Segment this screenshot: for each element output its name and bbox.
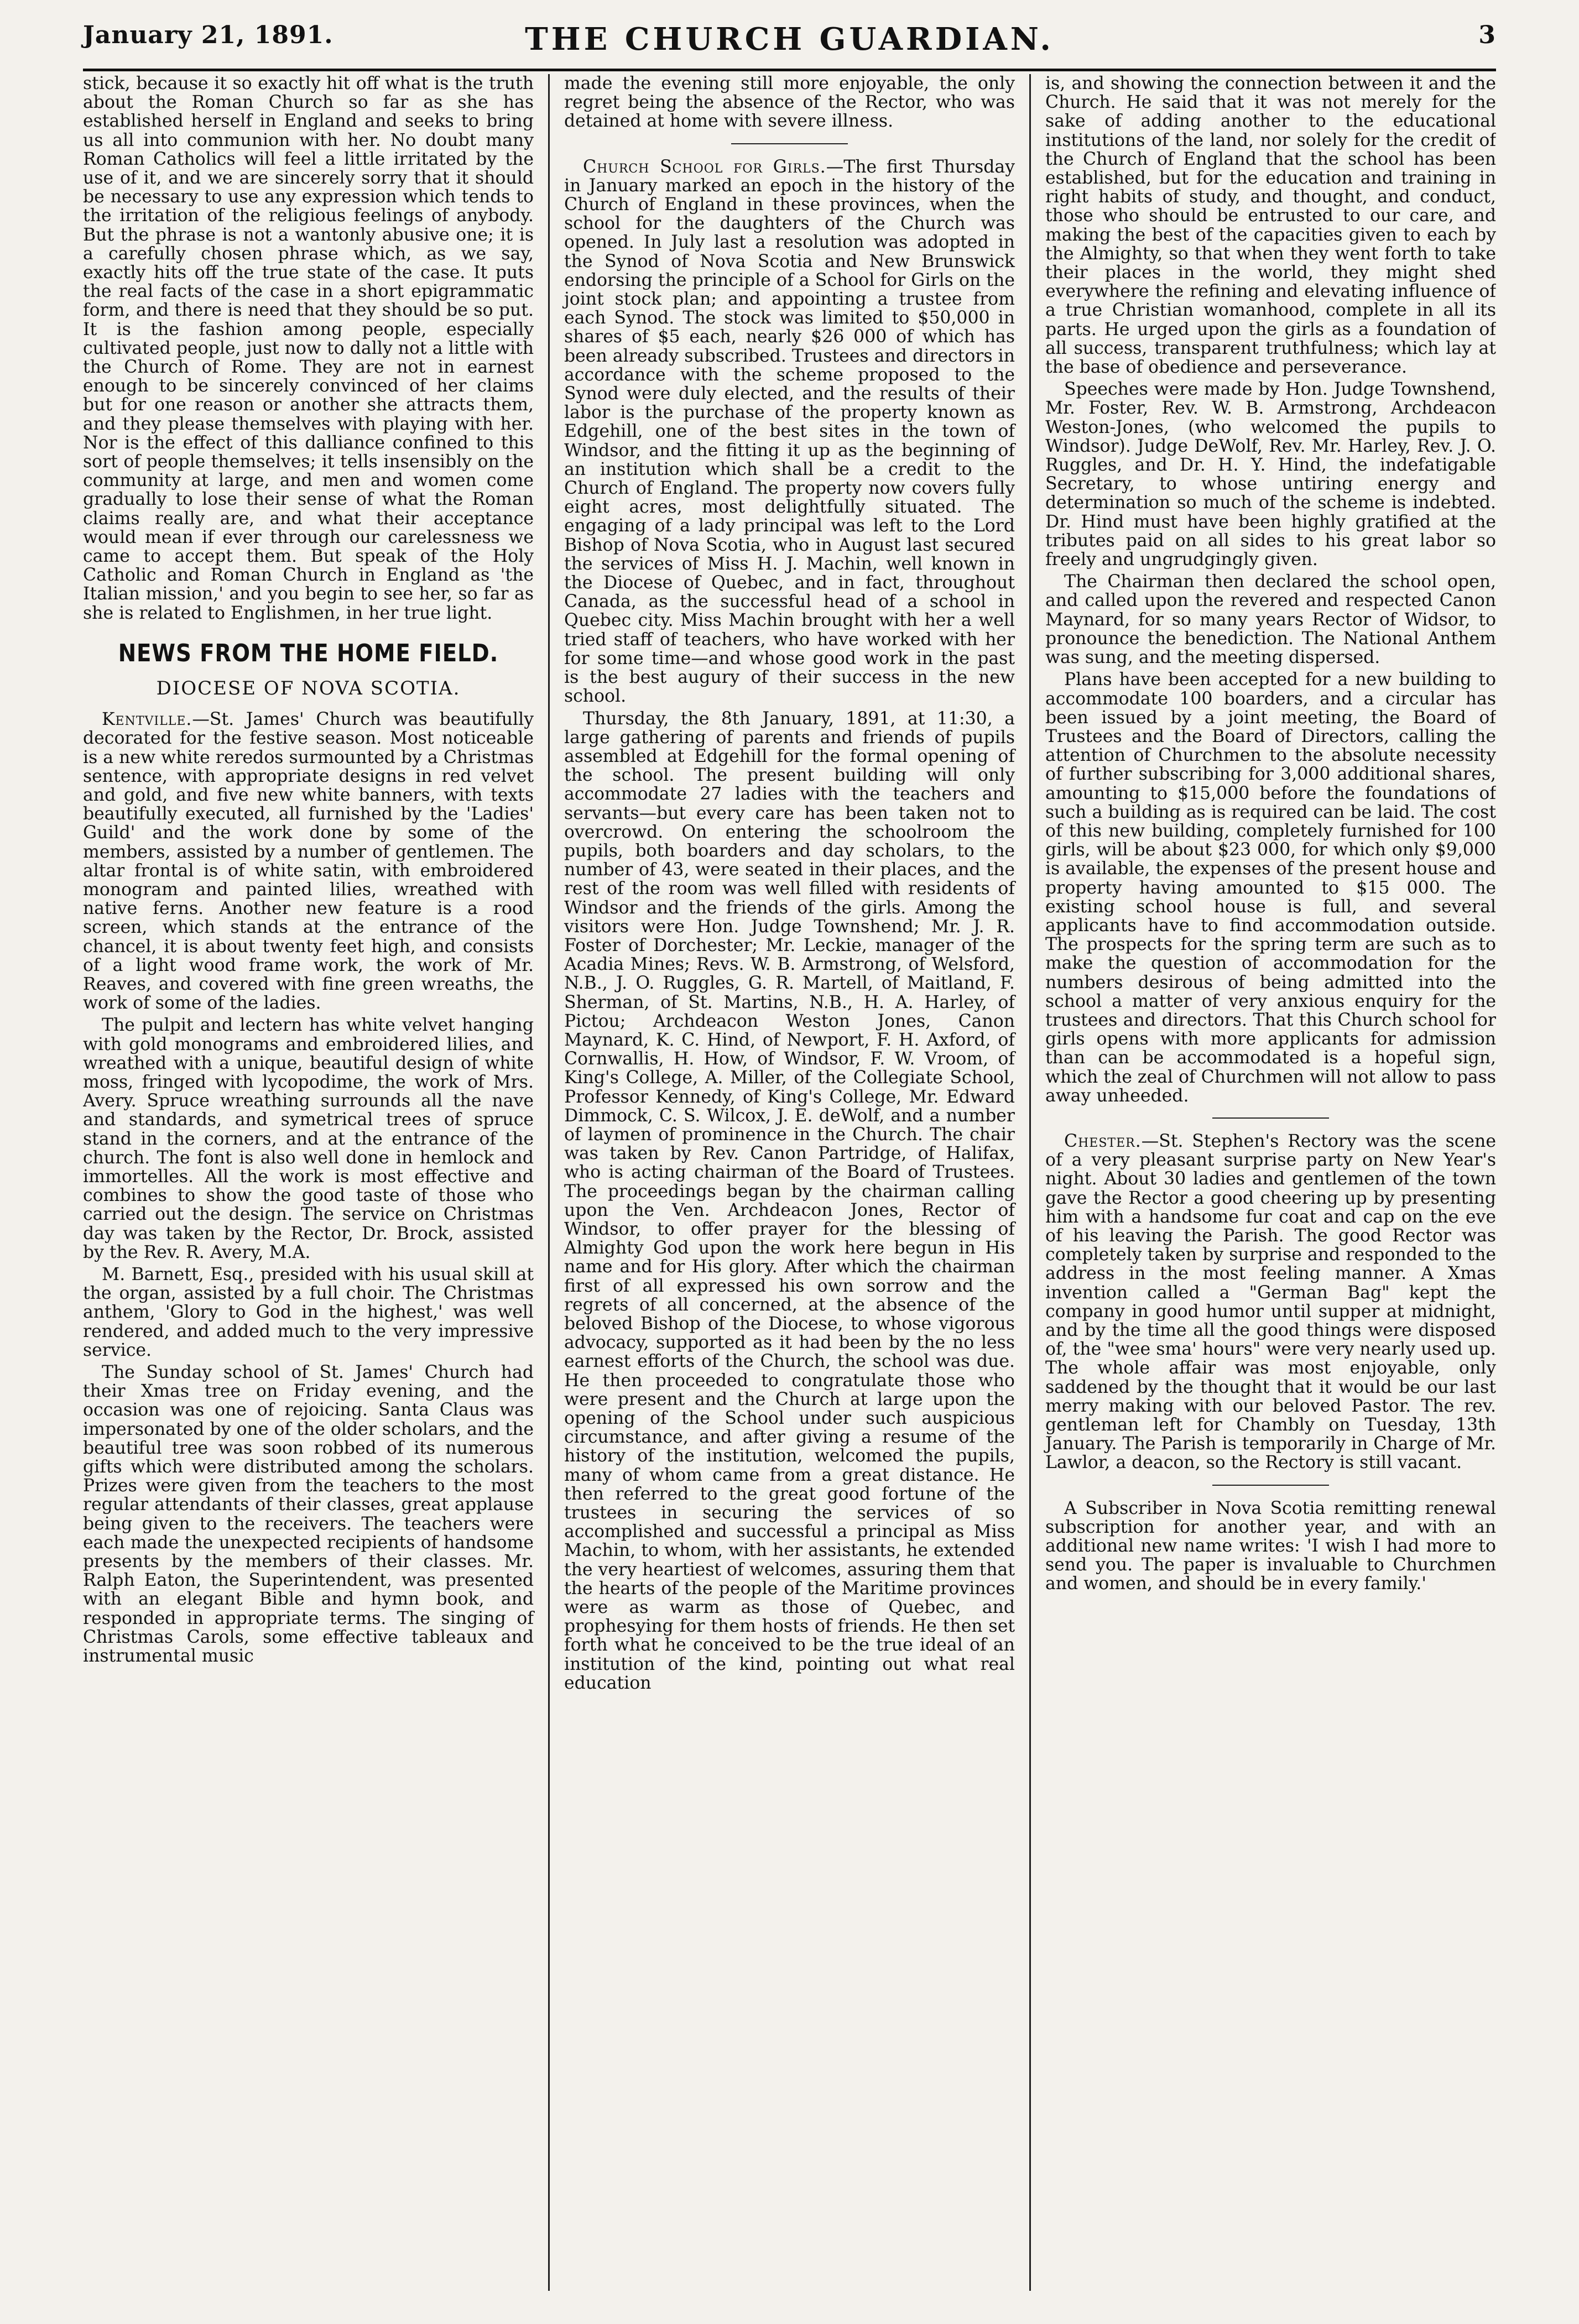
- news-section-heading: NEWS FROM THE HOME FIELD.: [118, 639, 499, 667]
- kentville-lead: Kentville.: [102, 709, 192, 730]
- chester-text: —St. Stephen's Rectory was the scene of a very pleasant surprise party on New Year's night. About 30 ladies and gentlemen of the town gave the Rector a good cheering up by presenting him with a handsome fur coat and cap on the eve of his leaving the Parish. The good Rector was completely taken by surprise and responded to the address in the most feeling manner. A Xmas invention called a "German Bag" kept the company in good humor until supper at midnight, and by the time all the good things were disposed of, the "wee sma' hours" were very nearly used up. The whole affair was most enjoyable, only saddened by the thought that it would be our last merry making with our beloved Pastor. The rev. gentleman left for Chambly on Tuesday, 13th January. The Parish is temporarily in Charge of Mr. Lawlor, a deacon, so the Rectory is still vacant.: [1045, 1131, 1496, 1473]
- girls-school-paragraph-2: Thursday, the 8th January, 1891, at 11:30, a large gathering of parents and friends of pupils assembled at Edgehill for the formal opening of the school. The present building will only accommodate 27 ladies with the teachers and servants—but every care has been taken not to overcrowd. On entering the schoolroom the pupils, both boarders and day scholars, to the number of 43, were seated in their places, and the rest of the room was well filled with residents of Windsor and the friends of the girls. Among the visitors were Hon. Judge Townshend; Mr. J. R. Foster of Dorchester; Mr. Leckie, manager of the Acadia Mines; Revs. W. B. Armstrong, of Welsford, N.B., J. O. Ruggles, G. R. Martell, of Maitland, F. Sherman, of St. Martins, N.B., H. A. Harley, of Pictou; Archdeacon Weston Jones, Canon Maynard, K. C. Hind, of Newport, F. H. Axford, of Cornwallis, H. How, of Windsor, F. W. Vroom, of King's College, A. Miller, of the Collegiate School, Professor Kennedy, of King's College, Mr. Edward Dimmock, C. S. Wilcox, J. E. deWolf, and a number of laymen of prominence in the Church. The chair was taken by Rev. Canon Partridge, of Halifax, who is acting chairman of the Board of Trustees. The proceedings began by the chairman calling upon the Ven. Archdeacon Jones, Rector of Windsor, to offer prayer for the blessing of Almighty God upon the work here begun in His name and for His glory. After which the chairman first of all expressed his own sorrow and the regrets of all concerned, at the absence of the beloved Bishop of the Diocese, to whose vigorous advocacy, supported as it had been by the no less earnest efforts of the Church, the school was due. He then proceeded to congratulate those who were present and the Church at large upon the opening of the School under such auspicious circumstance, and after giving a resume of the history of the institution, welcomed the pupils, many of whom came from a great distance. He then referred to the great good fortune of the trustees in securing the services of so accomplished and successful a principal as Miss Machin, to whom, with her assistants, he extended the very heartiest of welcomes, assuring them that the hearts of the people of the Maritime provinces were as warm as those of Quebec, and prophesying for them hosts of friends. He then set forth what he conceived to be the true ideal of an institution of the kind, pointing out what real education: [564, 708, 1015, 1693]
- section-divider: [731, 143, 848, 144]
- kentville-paragraph-1: [83, 710, 534, 1012]
- roman-church-editorial-continued: stick, because it so exactly hit off what is the truth about the Roman Church so far as she has established herself in England and seeks to bring us all into communion with her. No doubt many Roman Catholics will feel a little irritated by the use of it, and we are sincerely sorry that it should be necessary to use any expression which tends to the irritation of the religious feelings of anybody. But the phrase is not a wantonly abusive one; it is a carefully chosen phrase which, as we say, exactly hits off the true state of the case. It puts the real facts of the case in a short epigrammatic form, and there is need that they should be so put. It is the fashion among people, especially cultivated people, just now to dally not a little with the Church of Rome. They are not in earnest enough to be sincerely convinced of her claims but for one reason or another she attracts them, and they please themselves with playing with her. Nor is the effect of this dalliance confined to this sort of people themselves; it tells insensibly on the community at large, and men and women come gradually to lose their sense of what the Roman claims really are, and what their acceptance would mean if ever through our carelessness we came to accept them. But speak of the Holy Catholic and Roman Church in England as 'the Italian mission,' and you begin to see her, so far as she is related to Englishmen, in her true light.: [83, 74, 534, 623]
- girls-school-lead: Church School for Girls.: [583, 156, 826, 177]
- page-number: 3: [1478, 21, 1496, 49]
- issue-date: January 21, 1891.: [83, 21, 333, 49]
- kentville-text-1: —St. James' Church was beautifully decorated for the festive season. Most noticeable is a new white reredos surmounted by a Christmas sentence, with appropriate designs in red velvet and gold, and five new white banners, with texts beautifully executed, all furnished by the 'Ladies' Guild' and the work done by some of the members, assisted by a number of gentlemen. The altar frontal is of white satin, with embroidered monogram and painted lilies, wreathed with native ferns. Another new feature is a rood screen, which stands at the entrance of the chancel, it is about twenty feet high, and consists of a light wood frame work, the work of Mr. Reaves, and covered with fine green wreaths, the work of some of the ladies.: [83, 709, 534, 1014]
- column-3: [1029, 74, 1496, 2291]
- kentville-paragraph-4: The Sunday school of St. James' Church had their Xmas tree on Friday evening, and the occasion was one of rejoicing. Santa Claus was impersonated by one of the older scholars, and the beautiful tree was soon robbed of its numerous gifts which were distributed among the scholars. Prizes were given from the teachers to the most regular attendants of their classes, great applause being given to the receivers. The teachers were each made the unexpected recipients of handsome presents by the members of their classes. Mr. Ralph Eaton, the Superintendent, was presented with an elegant Bible and hymn book, and responded in appropriate terms. The singing of Christmas Carols, some effective tableaux and instrumental music: [83, 1362, 534, 1667]
- girls-school-paragraph-speeches: Speeches were made by Hon. Judge Townshend, Mr. Foster, Rev. W. B. Armstrong, Archdeacon Weston-Jones, (who welcomed the pupils to Windsor). Judge DeWolf, Rev. Mr. Harley, Rev. J. O. Ruggles, and Dr. H. Y. Hind, the indefatigable Secretary, to whose untiring energy and determination so much of the scheme is indebted. Dr. Hind must have been highly gratified at the tributes paid on all sides to his great labor so freely and ungrudgingly given.: [1045, 379, 1496, 570]
- diocese-heading: DIOCESE OF NOVA SCOTIA.: [156, 677, 461, 699]
- kentville-continued: made the evening still more enjoyable, the only regret being the absence of the Rector, who was detained at home with severe illness.: [564, 74, 1015, 132]
- girls-school-paragraph-1: [564, 158, 1015, 706]
- girls-school-continued: is, and showing the connection between it and the Church. He said that it was not merely for the sake of adding another to the educational institutions of the land, nor solely for the credit of the Church of England that the school has been established, but for the education and training in right habits of study, and thought, and conduct, those who should be entrusted to our care, and making the best of the capacities given to each by the Almighty, so that when they went forth to take their places in the world, they might shed everywhere the refining and elevating influence of a true Christian womanhood, complete in all its parts. He urged upon the girls as a foundation of all success, transparent truthfulness; which lay at the base of obedience and perseverance.: [1045, 74, 1496, 378]
- girls-school-text-1: —The first Thursday in January marked an epoch in the history of the Church of England in these provinces, when the school for the daughters of the Church was opened. In July last a resolution was adopted in the Synod of Nova Scotia and New Brunswick endorsing the principle of a School for Girls on the joint stock plan; and appointing a trustee from each Synod. The stock was limited to $50,000 in shares of $5 each, nearly $26 000 of which has been already subscribed. Trustees and directors in accordance with the scheme proposed to the Synod were duly elected, and the results of their labor is the purchase of the property known as Edgehill, one of the best sites in the town of Windsor, and the fitting it up as the beginning of an institution which shall be a credit to the Church of England. The property now covers fully eight acres, most delightfully situated. The engaging of a lady principal was left to the Lord Bishop of Nova Scotia, who in August last secured the services of Miss H. J. Machin, well known in the Diocese of Quebec, and in fact, throughout Canada, as the successful head of a school in Quebec city. Miss Machin brought with her a well tried staff of teachers, who have worked with her for some time—and whose good work in the past is the best augury of their success in the new school.: [564, 156, 1015, 707]
- article-columns: [83, 74, 1496, 2291]
- section-divider: [1212, 1485, 1330, 1486]
- girls-school-paragraph-opening: The Chairman then declared the school open, and called upon the revered and respected Canon Maynard, for so many years Rector of Widsor, to pronounce the benediction. The National Anthem was sung, and the meeting dispersed.: [1045, 572, 1496, 668]
- column-1: [83, 74, 548, 2291]
- kentville-paragraph-3: M. Barnett, Esq., presided with his usual skill at the organ, assisted by a full choir. The Christmas anthem, 'Glory to God in the highest,' was well rendered, and added much to the very impressive service.: [83, 1264, 534, 1360]
- masthead: [83, 13, 1496, 71]
- chester-lead: Chester.: [1064, 1131, 1142, 1151]
- column-2: [548, 74, 1029, 2291]
- section-divider: [1212, 1117, 1330, 1119]
- kentville-paragraph-2: The pulpit and lectern has white velvet hanging with gold monograms and embroidered lilies, and wreathed with a unique, beautiful design of white moss, fringed with lycopodime, the work of Mrs. Avery. Spruce wreathing surrounds all the nave and standards, and symetrical trees of spruce stand in the corners, and at the entrance of the church. The font is also well done in hemlock and immortelles. All the work is most effective and combines to show the good taste of those who carried out the design. The service on Christmas day was taken by the Rector, Dr. Brock, assisted by the Rev. R. Avery, M.A.: [83, 1015, 534, 1262]
- newspaper-title: THE CHURCH GUARDIAN.: [525, 21, 1054, 58]
- subscriber-note: A Subscriber in Nova Scotia remitting renewal subscription for another year, and with an additional new name writes: 'I wish I had more to send you. The paper is invaluable to Churchmen and women, and should be in every family.': [1045, 1498, 1496, 1594]
- chester-paragraph: [1045, 1132, 1496, 1472]
- girls-school-paragraph-plans: Plans have been accepted for a new building to accommodate 100 boarders, and a circular has been issued by a joint meeting, the Board of Trustees and the Board of Directors, calling the attention of Churchmen to the absolute necessity of further subscribing for 3,000 additional shares, amounting to $15,000 before the foundations of such a building as is required can be laid. The cost of this new building, completely furnished for 100 girls, will be about $23 000, for which only $9,000 is available, the expenses of the present house and property having amounted to $15 000. The existing school house is full, and several applicants have to find accommodation outside. The prospects for the spring term are such as to make the question of accommodation for the numbers desirous of being admitted into the school a matter of very anxious enquiry for the trustees and directors. That this Church school for girls opens with more applicants for admission than can be accommodated is a hopeful sign, which the zeal of Churchmen will not allow to pass away unheeded.: [1045, 670, 1496, 1106]
